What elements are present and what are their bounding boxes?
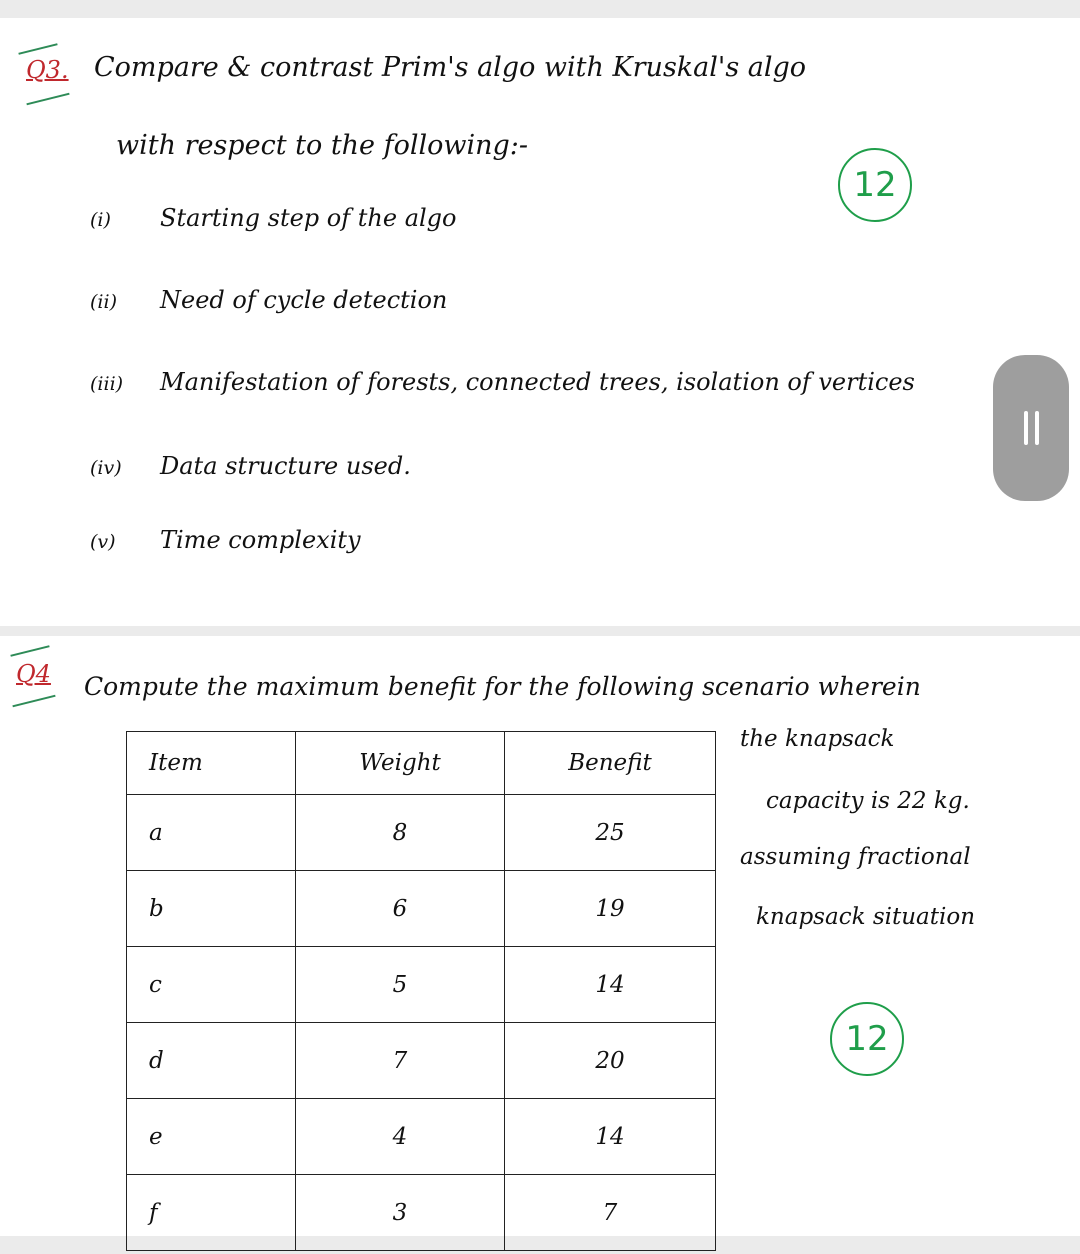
q3-item-text: Data structure used. <box>160 452 411 480</box>
question-mark-stroke <box>18 43 57 55</box>
cell-item: f <box>127 1175 296 1251</box>
q4-marks-value: 12 <box>845 1019 889 1059</box>
question-mark-stroke <box>10 645 49 657</box>
cell-benefit: 20 <box>505 1023 716 1099</box>
q4-side-line2: capacity is 22 kg. <box>766 788 970 814</box>
q3-item-4 <box>90 452 411 480</box>
header-benefit: Benefit <box>505 732 716 795</box>
q4-side-line1: the knapsack <box>740 726 895 752</box>
header-weight: Weight <box>296 732 505 795</box>
page-q4 <box>0 636 1080 1236</box>
table-row <box>127 947 716 1023</box>
cell-item: e <box>127 1099 296 1175</box>
q4-title: Compute the maximum benefit for the following scenario wherein <box>84 672 921 701</box>
q3-item-roman: (iii) <box>90 373 124 395</box>
q3-item-text: Starting step of the algo <box>160 204 457 232</box>
cell-weight: 3 <box>296 1175 505 1251</box>
cell-item: a <box>127 795 296 871</box>
q3-item-roman: (ii) <box>90 291 117 313</box>
question-mark-stroke <box>12 695 55 708</box>
knapsack-table <box>126 731 716 1251</box>
q3-item-text: Manifestation of forests, connected trees, isolation of vertices <box>160 368 915 396</box>
q3-title-line1: Compare & contrast Prim's algo with Kruskal's algo <box>94 52 807 83</box>
cell-weight: 7 <box>296 1023 505 1099</box>
cell-benefit: 25 <box>505 795 716 871</box>
table-row <box>127 1023 716 1099</box>
q3-marks-value: 12 <box>853 165 897 205</box>
q3-item-5 <box>90 526 361 554</box>
cell-benefit: 14 <box>505 1099 716 1175</box>
q3-item-roman: (iv) <box>90 457 122 479</box>
q3-item-roman: (i) <box>90 209 111 231</box>
header-item: Item <box>127 732 296 795</box>
question-mark-stroke <box>26 93 69 106</box>
q3-marks-circle <box>838 148 912 222</box>
q4-side-line3: assuming fractional <box>740 844 971 870</box>
q4-marks-circle <box>830 1002 904 1076</box>
cell-item: d <box>127 1023 296 1099</box>
cell-item: c <box>127 947 296 1023</box>
table-row <box>127 1099 716 1175</box>
table-row <box>127 1175 716 1251</box>
q3-item-roman: (v) <box>90 531 116 553</box>
q3-item-text: Time complexity <box>160 526 361 554</box>
q3-number: Q3. <box>26 56 69 84</box>
cell-weight: 6 <box>296 871 505 947</box>
cell-item: b <box>127 871 296 947</box>
q3-title-line2: with respect to the following:- <box>116 130 529 161</box>
table-header-row <box>127 732 716 795</box>
scroll-handle[interactable] <box>993 355 1069 501</box>
grip-line-icon <box>1024 411 1028 445</box>
cell-weight: 5 <box>296 947 505 1023</box>
table-row <box>127 795 716 871</box>
cell-benefit: 14 <box>505 947 716 1023</box>
cell-benefit: 7 <box>505 1175 716 1251</box>
q3-item-text: Need of cycle detection <box>160 286 448 314</box>
cell-benefit: 19 <box>505 871 716 947</box>
q3-item-3 <box>90 368 915 396</box>
q3-item-1 <box>90 204 456 232</box>
grip-line-icon <box>1035 411 1039 445</box>
table-row <box>127 871 716 947</box>
q3-item-2 <box>90 286 447 314</box>
cell-weight: 4 <box>296 1099 505 1175</box>
page-q3 <box>0 18 1080 626</box>
q4-side-line4: knapsack situation <box>756 904 976 930</box>
cell-weight: 8 <box>296 795 505 871</box>
q4-number: Q4 <box>16 660 51 688</box>
